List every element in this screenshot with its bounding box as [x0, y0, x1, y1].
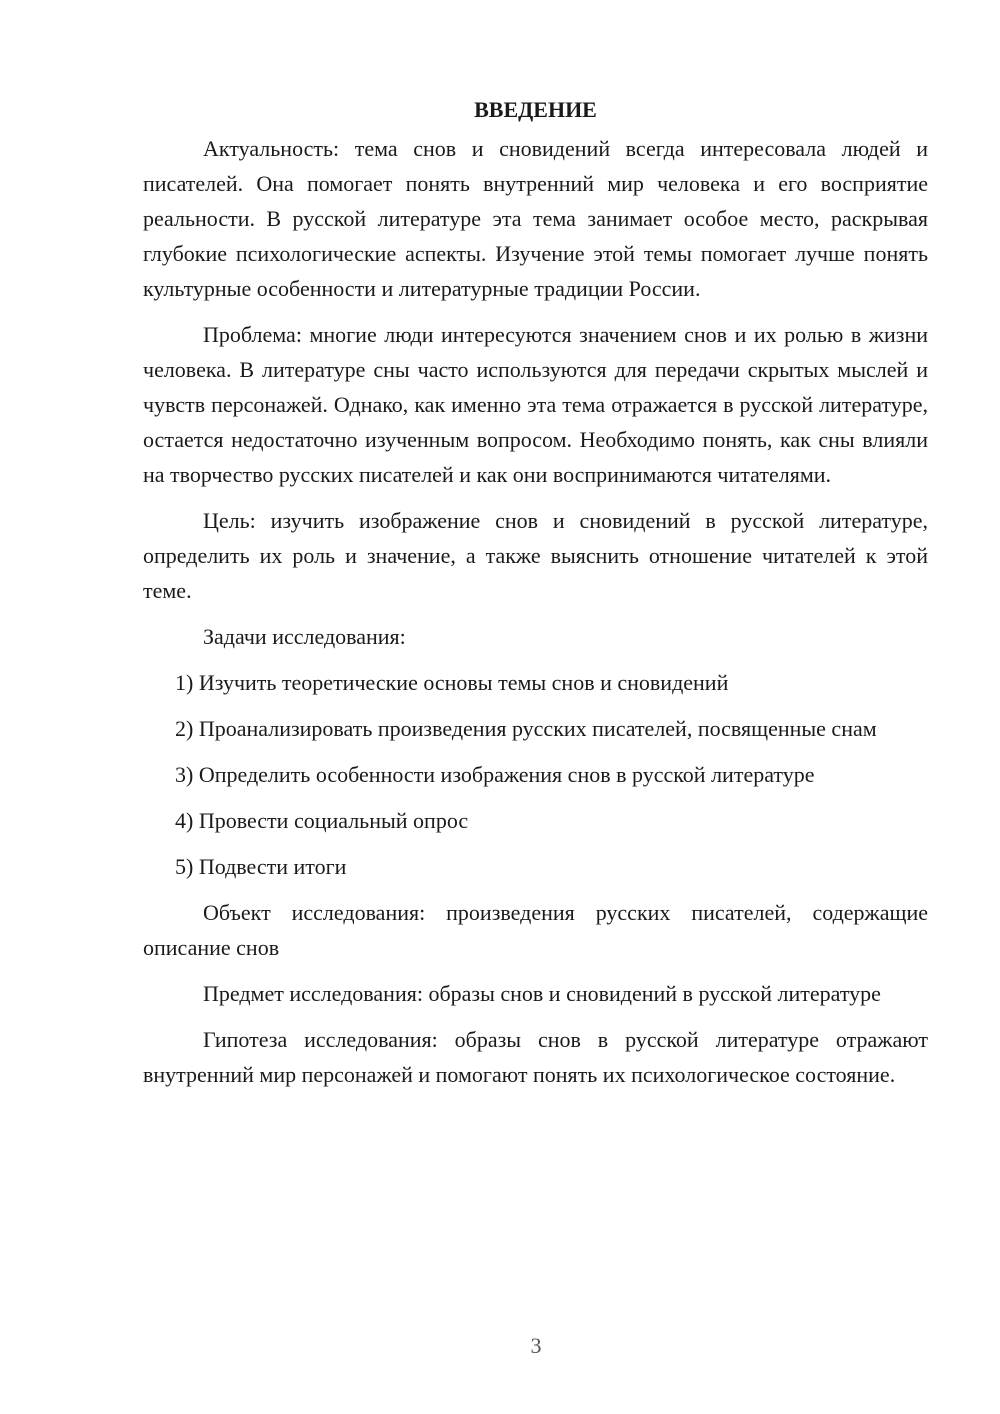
section-title: ВВЕДЕНИЕ [474, 97, 597, 122]
task-item-3: 3) Определить особенности изображения снов в русской литературе [175, 762, 815, 787]
task-item-1: 1) Изучить теоретические основы темы снов и сновидений [175, 670, 729, 695]
paragraph-relevance: Актуальность: тема снов и сновидений всегда интересовала людей и писателей. Она помогает понять внутренний мир человека и его восприятие реальности. В русской литературе эта тема занимает особое место, раскрывая глубокие психологические аспекты. Изучение этой темы помогает лучше понять культурные особенности и литературные традиции России. [143, 136, 928, 301]
page-number: 3 [530, 1333, 542, 1358]
paragraph-subject: Предмет исследования: образы снов и сновидений в русской литературе [203, 981, 881, 1006]
document-page [143, 92, 928, 1103]
paragraph-goal: Цель: изучить изображение снов и сновидений в русской литературе, определить их роль и значение, а также выяснить отношение читателей к этой теме. [143, 508, 928, 603]
task-item-2: 2) Проанализировать произведения русских писателей, посвященные снам [175, 716, 877, 741]
task-item-4: 4) Провести социальный опрос [175, 808, 469, 833]
paragraph-object: Объект исследования: произведения русских писателей, содержащие описание снов [143, 900, 928, 960]
paragraph-problem: Проблема: многие люди интересуются значением снов и их ролью в жизни человека. В литературе сны часто используются для передачи скрытых мыслей и чувств персонажей. Однако, как именно эта тема отражается в русской литературе, остается недостаточно изученным вопросом. Необходимо понять, как сны влияли на творчество русских писателей и как они воспринимаются читателями. [143, 322, 928, 487]
task-item-5: 5) Подвести итоги [175, 854, 347, 879]
paragraph-hypothesis: Гипотеза исследования: образы снов в русской литературе отражают внутренний мир персонажей и помогают понять их психологическое состояние. [143, 1027, 928, 1087]
paragraph-tasks-heading: Задачи исследования: [203, 624, 406, 649]
